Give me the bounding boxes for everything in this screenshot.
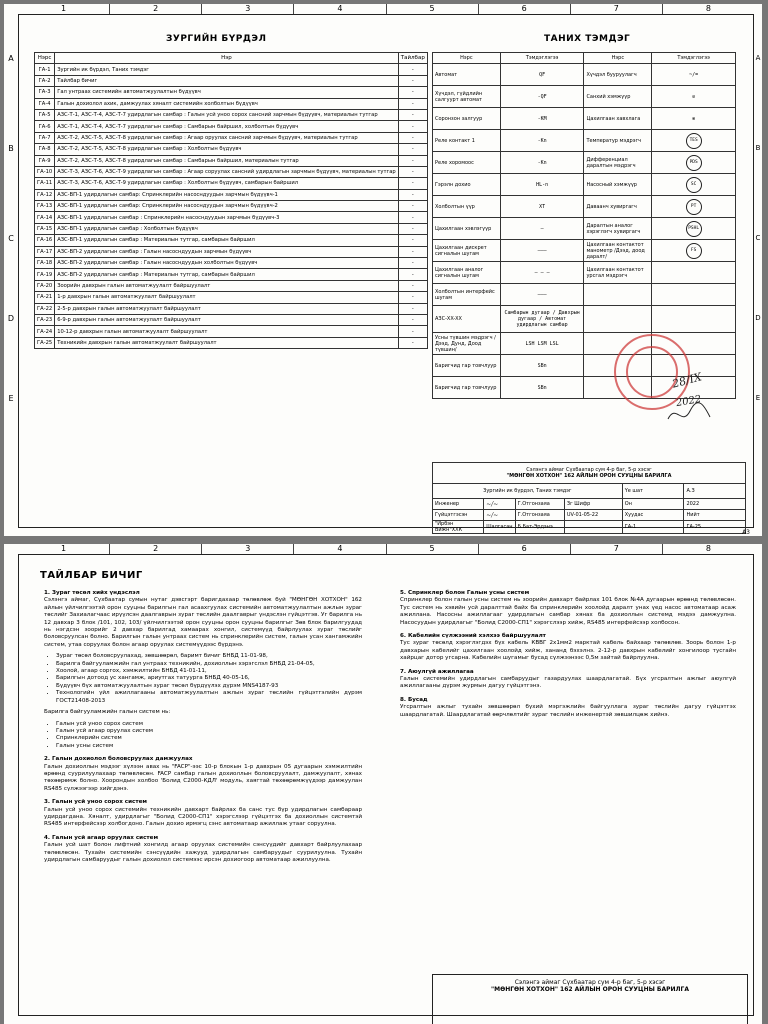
table-row bbox=[433, 196, 736, 218]
row-letter: E bbox=[8, 394, 14, 403]
bullet-list bbox=[44, 721, 362, 751]
drawing-list-title: ЗУРГИЙН БҮРДЭЛ bbox=[166, 34, 267, 44]
table-row bbox=[433, 306, 736, 333]
list-note: - bbox=[398, 121, 427, 132]
year-value: 2022 bbox=[684, 499, 746, 510]
table-row bbox=[433, 130, 736, 152]
table-row bbox=[35, 280, 428, 291]
list-code: ГА-6 bbox=[35, 121, 55, 132]
legend-header: Нэрс bbox=[584, 53, 652, 64]
person-engineer: Г.Отгонзаяа bbox=[515, 499, 564, 510]
symbol-glyph: -KM bbox=[537, 115, 547, 122]
list-code: ГА-23 bbox=[35, 314, 55, 325]
list-code: ГА-11 bbox=[35, 178, 55, 189]
list-name: Зургийн ик бүрдэл, Таних тэмдэг bbox=[55, 64, 399, 75]
list-name: Галын дохиолол ахик, дамжуулах хяналт системийн холболтын бүдүүвч bbox=[55, 98, 399, 109]
sheet-value: ГА-1 bbox=[622, 521, 684, 534]
header-note: Тайлбар bbox=[398, 53, 427, 64]
section-heading: 3. Галын усй уноо сорох систем bbox=[44, 799, 147, 806]
legend-name: Цахилгаан хэвлэгүүр bbox=[433, 218, 501, 240]
table-row bbox=[433, 240, 736, 262]
signature-cell: ~/~ bbox=[484, 510, 515, 521]
symbol-glyph: ——— bbox=[537, 291, 547, 298]
symbol-glyph: ~/= bbox=[689, 71, 699, 78]
legend-symbol bbox=[652, 284, 736, 306]
list-item: • Галын усны систем bbox=[56, 743, 362, 750]
row-letter: A bbox=[8, 54, 14, 63]
table-row bbox=[35, 269, 428, 280]
legend-name: Дифференциал даралтын мэдрэгч bbox=[584, 152, 652, 174]
project-line-2: "МӨНГӨН ХОТХОН" 162 АЙЛЫН ОРОН СУУЦНЫ БАРИЛГА bbox=[491, 986, 689, 993]
list-note: - bbox=[398, 269, 427, 280]
table-row bbox=[35, 326, 428, 337]
drawing-sheet-2 bbox=[4, 544, 762, 1024]
year-label: Он bbox=[622, 499, 684, 510]
note-left-column bbox=[44, 584, 362, 868]
legend-symbol bbox=[500, 306, 584, 333]
table-row bbox=[35, 155, 428, 166]
symbol-glyph: PT bbox=[686, 199, 702, 215]
list-note: - bbox=[398, 155, 427, 166]
list-note: - bbox=[398, 280, 427, 291]
row-letter: B bbox=[8, 144, 14, 153]
list-code: ГА-15 bbox=[35, 223, 55, 234]
list-item: • Барилгын дотоод ус хангамж, ариутгах татуурга БНБД 40-05-16, bbox=[56, 675, 362, 682]
drawing-list-table bbox=[34, 52, 428, 349]
list-note: - bbox=[398, 109, 427, 120]
column-numbers: 1 2 3 4 5 6 7 8 bbox=[18, 544, 754, 554]
total-value: ГА-25 bbox=[684, 521, 746, 534]
table-row bbox=[35, 132, 428, 143]
list-note: - bbox=[398, 292, 427, 303]
symbol-glyph: PSHL bbox=[686, 221, 702, 237]
signature-scribble bbox=[664, 399, 714, 429]
legend-name: Хүчдэл, гүйдлийн салгуурт автомат bbox=[433, 86, 501, 108]
symbol-glyph: SC bbox=[686, 177, 702, 193]
list-note: - bbox=[398, 314, 427, 325]
list-code: ГА-14 bbox=[35, 212, 55, 223]
project-line-1: Сэлэнгэ аймаг Сүхбаатар сум 4-р баг, 5-р хэсэг bbox=[514, 979, 666, 986]
symbol-glyph: HL-n bbox=[536, 181, 549, 188]
row-letter: C bbox=[8, 234, 14, 243]
legend-name: Температур мэдрэгч bbox=[584, 130, 652, 152]
legend-symbol bbox=[500, 355, 584, 377]
symbol-glyph: -Kn bbox=[537, 159, 547, 166]
row-letter: C bbox=[755, 234, 761, 242]
paragraph: Тус зураг төсөлд хэрэглэгдэх бүх кабель КВВГ 2х1мм2 марктай кабель байхаар төлөвлөв. Зоорь болон 1-р давхарын кабелийг цахилгаан хоолойд хийж, хананд бэхэлнэ. 2-12-р давхрын кабелийг хонгилоор тусгайн хайрцаг дотор угсарна. Кабелийн шугамыг бусад сүлжээнээс 0,5м зайтай байрлуулна. bbox=[400, 640, 736, 662]
list-code: ГА-10 bbox=[35, 166, 55, 177]
list-code: ГА-25 bbox=[35, 337, 55, 348]
column-numbers: 1 2 3 4 5 6 7 8 bbox=[18, 4, 754, 14]
row-letter: D bbox=[755, 314, 761, 322]
section-heading: 6. Кабелийн сүлжээний хэлхээ байршуулалт bbox=[400, 633, 546, 640]
legend-name: Цахилгаан хавхлага bbox=[584, 108, 652, 130]
legend-symbol bbox=[500, 174, 584, 196]
list-note: - bbox=[398, 87, 427, 98]
list-item: • Технологийн үйл ажиллагааны автоматжуулалтын ажлын зураг төслийн гүйцэтгэлийн дүрэм ГОСТ21408-2013 bbox=[56, 690, 362, 705]
list-item: • Бүдүүвч бүх автоматжуулалтын зураг төсөл бүрдүүлэх дүрэм MNS4187-93 bbox=[56, 683, 362, 690]
signature: 2022 bbox=[675, 393, 703, 410]
list-name: 6-9-р давхрын галын автоматжуулалт байршуулалт bbox=[55, 314, 399, 325]
legend-body bbox=[433, 64, 736, 399]
symbol-glyph: -Kn bbox=[537, 137, 547, 144]
legend-name: Даралтын аналог хэрэглэгч хувиргагч bbox=[584, 218, 652, 240]
section-heading: 5. Спринклер болон Галын усны систем bbox=[400, 590, 530, 596]
list-note: - bbox=[398, 201, 427, 212]
table-row bbox=[35, 75, 428, 86]
table-row bbox=[433, 108, 736, 130]
list-code: ГА-13 bbox=[35, 201, 55, 212]
code-label: Зг Шифр bbox=[564, 499, 622, 510]
legend-name: Даваанч хувиргагч bbox=[584, 196, 652, 218]
list-name: АЗС-ВП-2 удирдлагын самбар : Галын насосндуудын зарчмын бүдүүвч bbox=[55, 246, 399, 257]
list-name: АЗС-ВП-1 удирдлагын самбар: Спринклерийн насосндуудын зарчмын бүдүүвч-2 bbox=[55, 201, 399, 212]
list-name: АЗС-ВП-2 удирдлагын самбар : Галын насосндуудын холболтын бүдүүвч bbox=[55, 258, 399, 269]
legend-symbol bbox=[500, 108, 584, 130]
list-name: АЗС-ВП-1 удирдлагын самбар : Холболтын бүдүүвч bbox=[55, 223, 399, 234]
list-name: АЗС-Т-2, АЗС-Т-5, АЗС-Т-8 удирдлагын самбар : Агаар оруулах сансний зарчмын бүдүүвч, материалын тутгар bbox=[55, 132, 399, 143]
table-row bbox=[35, 212, 428, 223]
legend-symbol bbox=[652, 86, 736, 108]
symbol-glyph: QF bbox=[539, 71, 546, 78]
symbol-glyph: ——— bbox=[537, 247, 547, 254]
legend-symbol bbox=[500, 377, 584, 399]
table-row bbox=[35, 314, 428, 325]
table-row bbox=[433, 86, 736, 108]
list-code: ГА-1 bbox=[35, 64, 55, 75]
symbol-glyph: ⊘ bbox=[692, 93, 696, 100]
section-heading: 4. Галын усй агаар оруулах систем bbox=[44, 834, 159, 841]
legend-symbol bbox=[652, 130, 736, 152]
legend-header: Нэрс bbox=[433, 53, 501, 64]
code-value: UV-01-05-22 bbox=[564, 510, 622, 521]
table-row bbox=[35, 109, 428, 120]
list-note: - bbox=[398, 337, 427, 348]
legend-symbol bbox=[652, 64, 736, 86]
list-code: ГА-20 bbox=[35, 280, 55, 291]
table-row bbox=[35, 144, 428, 155]
table-row bbox=[35, 303, 428, 314]
list-item: • Спринклерийн систем bbox=[56, 735, 362, 742]
table-row bbox=[35, 201, 428, 212]
legend-name bbox=[584, 284, 652, 306]
legend-title: ТАНИХ ТЭМДЭГ bbox=[544, 34, 631, 44]
table-row bbox=[433, 64, 736, 86]
title-block-2 bbox=[432, 974, 748, 1024]
legend-table bbox=[432, 52, 736, 399]
list-name: Зоорийн давхрын галын автоматжуулалт байршуулалт bbox=[55, 280, 399, 291]
legend-name: Баригчид гар товчлуур bbox=[433, 355, 501, 377]
legend-name: Реле хоромоос bbox=[433, 152, 501, 174]
paragraph: Спринклер болон галын усны систем нь зоорийн давхарт байрлах 101 блок №4А дугаарын өрөөнд төлөвлөсөн. Тус систем нь хэвийн усй даралттай байх ба спринклерийн хоолойд даралт унах үед насос автоматаар асаж ажиллана. Насосны ажиллагааг удирдлагын самбар хянах ба дохиоллын системд мэдээ дамжуулна. Насосуудын удирдлагыг "Болид С2000-СП1" хэрэгслээр хийж, RS485 интерфейсээр холбосон. bbox=[400, 597, 736, 626]
list-note: - bbox=[398, 132, 427, 143]
legend-name: Цахилгаан дискрет сигналын шугам bbox=[433, 240, 501, 262]
list-name: Тайлбар бичиг bbox=[55, 75, 399, 86]
list-name: Гал унтраах системийн автоматжуулалтын бүдүүвч bbox=[55, 87, 399, 98]
person-performed: Г.Отгонзаяа bbox=[515, 510, 564, 521]
list-item: • Хоолой, агаар соргох, хэмжилтийн БНБД 41-01-11, bbox=[56, 668, 362, 675]
legend-name: Гэрэлн дохио bbox=[433, 174, 501, 196]
project-cell bbox=[433, 463, 746, 484]
row-letter: B bbox=[755, 144, 761, 152]
list-note: - bbox=[398, 303, 427, 314]
list-code: ГА-12 bbox=[35, 189, 55, 200]
legend-symbol bbox=[500, 218, 584, 240]
list-note: - bbox=[398, 223, 427, 234]
list-name: АЗС-ВП-1 удирдлагын самбар : Спринклерийн насосндуудын зарчмын бүдүүвч-3 bbox=[55, 212, 399, 223]
row-letter: E bbox=[755, 394, 761, 402]
symbol-glyph: — bbox=[540, 225, 544, 232]
symbol-glyph: SBn bbox=[537, 384, 547, 391]
legend-name: Баригчид гар товчлуур bbox=[433, 377, 501, 399]
symbol-glyph: FS bbox=[686, 243, 702, 259]
row-letter: A bbox=[755, 54, 761, 62]
table-row bbox=[35, 121, 428, 132]
list-code: ГА-18 bbox=[35, 258, 55, 269]
table-row bbox=[35, 292, 428, 303]
legend-symbol bbox=[652, 196, 736, 218]
legend-name: Соронзон залгуур bbox=[433, 108, 501, 130]
symbol-glyph: LSH LSM LSL bbox=[525, 340, 559, 347]
symbol-glyph: XT bbox=[539, 203, 546, 210]
sheet-label: Хуудас bbox=[622, 510, 684, 521]
list-note: - bbox=[398, 64, 427, 75]
legend-symbol bbox=[500, 262, 584, 284]
table-row bbox=[35, 235, 428, 246]
table-header-row bbox=[35, 53, 428, 64]
legend-name: Насосный хэмжүүр bbox=[584, 174, 652, 196]
list-note: - bbox=[398, 235, 427, 246]
legend-name: Цахилгаан аналог сигналын шугам bbox=[433, 262, 501, 284]
paragraph: Галын системийн удирдлагын самбаруудыг газардуулах шаардлагатай. Бүх угсралтын ажлыг аюулгүй ажиллагааны дүрэм журмын дагуу гүйцэтгэнэ. bbox=[400, 676, 736, 690]
legend-name: Холболтын интерфейс шугам bbox=[433, 284, 501, 306]
row-letter: D bbox=[7, 314, 15, 323]
list-code: ГА-2 bbox=[35, 75, 55, 86]
list-code: ГА-19 bbox=[35, 269, 55, 280]
stage-value: А.З bbox=[684, 484, 746, 499]
note-right-column bbox=[400, 584, 736, 723]
list-name: АЗС-ВП-1 удирдлагын самбар : Материалын тутгар, самбарын байршил bbox=[55, 235, 399, 246]
list-name: АЗС-Т-1, АЗС-Т-4, АЗС-Т-7 удирдлагын самбар : Самбарын байршил, холболтын бүдүүвч bbox=[55, 121, 399, 132]
list-name: Техникийн давхрын галын автоматжуулалт байршуулалт bbox=[55, 337, 399, 348]
list-item: • Галын усй уноо сорох систем bbox=[56, 721, 362, 728]
table-row bbox=[35, 166, 428, 177]
legend-name: Автомат bbox=[433, 64, 501, 86]
paragraph: Барилга байгууламжийн галын систем нь: bbox=[44, 709, 171, 716]
list-note: - bbox=[398, 246, 427, 257]
list-note: - bbox=[398, 144, 427, 155]
list-note: - bbox=[398, 178, 427, 189]
symbol-glyph: -QF bbox=[537, 93, 547, 100]
list-name: АЗС-ВП-1 удирдлагын самбар: Спринклерийн насосндуудын зарчмын бүдүүвч-1 bbox=[55, 189, 399, 200]
list-code: ГА-17 bbox=[35, 246, 55, 257]
list-name: 10-12-р давхрын галын автоматжуулалт байршуулалт bbox=[55, 326, 399, 337]
table-row bbox=[35, 178, 428, 189]
list-code: ГА-21 bbox=[35, 292, 55, 303]
list-name: АЗС-Т-2, АЗС-Т-5, АЗС-Т-8 удирдлагын самбар : Самбарын байршил, материалын тутгар bbox=[55, 155, 399, 166]
list-name: АЗС-Т-3, АЗС-Т-6, АЗС-Т-9 удирдлагын самбар : Холболтын бүдүүвч, самбарын байршил bbox=[55, 178, 399, 189]
table-row bbox=[433, 174, 736, 196]
table-row bbox=[35, 64, 428, 75]
section-heading: 7. Аюулгүй ажиллагаа bbox=[400, 668, 474, 675]
bullet-list bbox=[44, 653, 362, 705]
paragraph: Угсралтын ажлыг тухайн зөвшөөрөл бүхий мэргэжлийн байгууллага зураг төслийн дагуу гүйцэтгэх шаардлагатай. Шаардлагатай өөрчлөлтийг зураг төслийн инженертэй зөвшилцөж хийнэ. bbox=[400, 704, 736, 718]
project-line-1: Сэлэнгэ аймаг Сүхбаатар сум 4-р баг, 5-р хэсэг bbox=[526, 467, 652, 473]
person-checked: Б.Бат-Эрдэнэ bbox=[515, 521, 564, 534]
header-code: Нэрс bbox=[35, 53, 55, 64]
table-row bbox=[433, 218, 736, 240]
legend-header: Тэмдэглэгээ bbox=[652, 53, 736, 64]
legend-symbol bbox=[652, 174, 736, 196]
list-note: - bbox=[398, 166, 427, 177]
symbol-glyph: Самбарын дугаар / Давхрын дугаар / Автомат удирдлагын самбар bbox=[504, 310, 580, 328]
list-code: ГА-16 bbox=[35, 235, 55, 246]
seal-inner-ring bbox=[626, 346, 678, 398]
drawing-sheet-1 bbox=[4, 4, 762, 536]
table-row bbox=[35, 258, 428, 269]
table-row bbox=[35, 98, 428, 109]
table-header-row bbox=[433, 53, 736, 64]
list-code: ГА-24 bbox=[35, 326, 55, 337]
section-heading: 2. Галын дохиолол боловсруулах дамжуулах bbox=[44, 756, 193, 763]
legend-symbol bbox=[500, 240, 584, 262]
explanatory-note-title: ТАЙЛБАР БИЧИГ bbox=[40, 570, 143, 581]
list-note: - bbox=[398, 189, 427, 200]
legend-symbol bbox=[500, 152, 584, 174]
table-row bbox=[35, 337, 428, 348]
section-heading: 1. Зураг төсөл хийх үндэслэл bbox=[44, 590, 140, 596]
table-row bbox=[433, 333, 736, 355]
table-row bbox=[433, 284, 736, 306]
list-code: ГА-7 bbox=[35, 132, 55, 143]
symbol-glyph: ⊗ bbox=[692, 115, 696, 122]
table-row bbox=[35, 246, 428, 257]
list-note: - bbox=[398, 98, 427, 109]
legend-symbol bbox=[652, 306, 736, 333]
list-code: ГА-9 bbox=[35, 155, 55, 166]
paragraph: Галын усй шат болон лифтний хонгилд агаар оруулах системийн сэнсүүдийг давхарт байрлуулахаар төлөвлөсөн. Тухайн системийн сэнсүүдийн хажууд удирдлагын самбаруудыг суурилуулна. Тухайн удирдлагын самбаруудыг галын дохиолол системээс ирсэн дохиогоор автоматаар ажиллуулна. bbox=[44, 842, 362, 863]
legend-name: Холболтын үүр bbox=[433, 196, 501, 218]
list-name: 1-р давхрын галын автоматжуулалт байршуулалт bbox=[55, 292, 399, 303]
legend-name bbox=[584, 306, 652, 333]
paragraph: Галын усй уноо сорох системийн техникийн давхарт байрлах ба санс тус бүр удирдлагын самбараар удирдагдана. Хяналт, удирдлагыг "Болид С2000-СП1" хэрэгслээр гүйцэтгэх ба дохиоллын системтэй RS485 интерфейсээр холбогдоно. Галын дохио ирмэгц сэнс автоматаар ажиллаж утааг соруулна. bbox=[44, 806, 362, 828]
legend-name: Усны түвшин мэдрэгч /Дээд, Дунд, Доод түвшин/ bbox=[433, 333, 501, 355]
legend-symbol bbox=[652, 218, 736, 240]
symbol-glyph: — — — bbox=[534, 269, 550, 276]
legend-header: Тэмдэглэгээ bbox=[500, 53, 584, 64]
list-item: • Зураг төсөл боловсруулахад, зөвшөөрөл, баримт бичиг БНБД 11-01-98, bbox=[56, 653, 362, 660]
role-checked: Шалгасан bbox=[484, 521, 515, 534]
table-row bbox=[35, 189, 428, 200]
list-note: - bbox=[398, 212, 427, 223]
list-name: АЗС-Т-2, АЗС-Т-5, АЗС-Т-8 удирдлагын самбар : Холболтын бүдүүвч bbox=[55, 144, 399, 155]
section-heading: 8. Бусад bbox=[400, 696, 428, 703]
list-note: - bbox=[398, 258, 427, 269]
list-item: • Барилга байгууламжийн гал унтраах техникийн, дохиоллын хэрэгслэл БНБД 21-04-05, bbox=[56, 661, 362, 668]
symbol-glyph: SBn bbox=[537, 362, 547, 369]
legend-symbol bbox=[500, 333, 584, 355]
drawing-list-body bbox=[35, 64, 428, 349]
legend-symbol bbox=[500, 196, 584, 218]
legend-symbol bbox=[500, 284, 584, 306]
stage-label: Үе шат bbox=[622, 484, 684, 499]
legend-symbol bbox=[500, 130, 584, 152]
date-handwriting: 28/IX bbox=[670, 370, 704, 391]
list-code: ГА-3 bbox=[35, 87, 55, 98]
legend-symbol bbox=[652, 108, 736, 130]
legend-name: Цахилгаан контактот манометр /Дээд, доод даралт/ bbox=[584, 240, 652, 262]
symbol-glyph: PDS bbox=[686, 155, 702, 171]
legend-name: Хүчдэл бууруулагч bbox=[584, 64, 652, 86]
title-block bbox=[432, 462, 746, 534]
role-performed: Гүйцэтгэсэн bbox=[433, 510, 484, 521]
legend-symbol bbox=[652, 262, 736, 284]
list-name: АЗС-Т-1, АЗС-Т-4, АЗС-Т-7 удирдлагын самбар : Галын усй уноо сорох сансний зарчмын бүдүүвч, материалын тутгар bbox=[55, 109, 399, 120]
paper-format: А3 bbox=[742, 529, 750, 536]
table-row bbox=[35, 87, 428, 98]
legend-name: Цахилгаан контактот урсгал мэдрэгч bbox=[584, 262, 652, 284]
legend-symbol bbox=[500, 86, 584, 108]
table-row bbox=[433, 262, 736, 284]
legend-name: Реле контакт 1 bbox=[433, 130, 501, 152]
list-code: ГА-5 bbox=[35, 109, 55, 120]
list-code: ГА-8 bbox=[35, 144, 55, 155]
paragraph: Галын дохиоллын мэдээг хүлээн авах нь "FACP"-ээс 10-р блокын 1-р давхрын 05 дугаарын хэмжилтийн өрөөнд суурилуулахаар төлөвлөсөн. FACP самбар галын дохиоллын боловсруулалт, дамжуулалт, хянах төхөөрөмж болно. Хоорондын холбоо 'Болид С2000-КДЛ' модуль, хаягтай төхөөрөмжүүдээр дамжуулан RS485 сүлжээгээр хийгдэнэ. bbox=[44, 763, 362, 792]
list-code: ГА-22 bbox=[35, 303, 55, 314]
list-note: - bbox=[398, 75, 427, 86]
table-row bbox=[433, 152, 736, 174]
list-name: АЗС-Т-3, АЗС-Т-6, АЗС-Т-9 удирдлагын самбар : Агаар соруулах сансний удирдлагын зарчмын бүдүүвч, материалын тутгар bbox=[55, 166, 399, 177]
legend-symbol bbox=[500, 64, 584, 86]
legend-name: АЗС-XX-XX bbox=[433, 306, 501, 333]
signature-cell: ~/~ bbox=[484, 499, 515, 510]
sheet-name: Зургийн ик бүрдэл, Таних тэмдэг bbox=[433, 484, 623, 499]
table-row bbox=[35, 223, 428, 234]
legend-symbol bbox=[652, 240, 736, 262]
legend-name: Санхий хэмжүүр bbox=[584, 86, 652, 108]
paragraph: Сэлэнгэ аймаг, Сүхбаатар сумын нутаг дэвсгэрт баригдахаар төлөвлөж буй "МӨНГӨН ХОТХОН" 162 айлын үйлчилгээтэй орон сууцны барилгын гал асаахгуулах системийн автоматжуулалтын ажлын зураг төслийг Захиалагчаас ирүүлсэн даалгаврын зураг төслийн даалгаврыг үндэслэн гүйцэтгэв. Уг барилга нь 12 давхар 3 блок /101, 102, 103/ үйлчилгээтэй орон сууцны орон сууцны барилгыг Зөв блок барилгуудад нь нэгдсэн зоорийг 2 давхар барилгад хамаарах хонгил, системүүд байрлуулах зураг төслийг боловсруулсан болно. Барилгын галын унтраах систем нь спринклерийн систем, галын усан хангамжийн систем, утаа соруулах болон агаар оруулах системүүдээс бүрдэнэ. bbox=[44, 597, 362, 648]
list-note: - bbox=[398, 326, 427, 337]
list-item: • Галын усй агаар оруулах систем bbox=[56, 728, 362, 735]
company-name: "Ирбэн Вижн"ХХК bbox=[433, 521, 484, 534]
header-name: Нэр bbox=[55, 53, 399, 64]
legend-symbol bbox=[652, 152, 736, 174]
role-engineer: Инженер bbox=[433, 499, 484, 510]
total-label: Нийт bbox=[684, 510, 746, 521]
list-code: ГА-4 bbox=[35, 98, 55, 109]
project-line-2: "МӨНГӨН ХОТХОН" 162 АЙЛЫН ОРОН СУУЦНЫ БАРИЛГА bbox=[506, 473, 672, 479]
list-name: АЗС-ВП-2 удирдлагын самбар : Материалын тутгар, самбарын байршил bbox=[55, 269, 399, 280]
symbol-glyph: TES bbox=[686, 133, 702, 149]
empty-cell bbox=[564, 521, 622, 534]
list-name: 2-5-р давхрын галын автоматжуулалт байршуулалт bbox=[55, 303, 399, 314]
